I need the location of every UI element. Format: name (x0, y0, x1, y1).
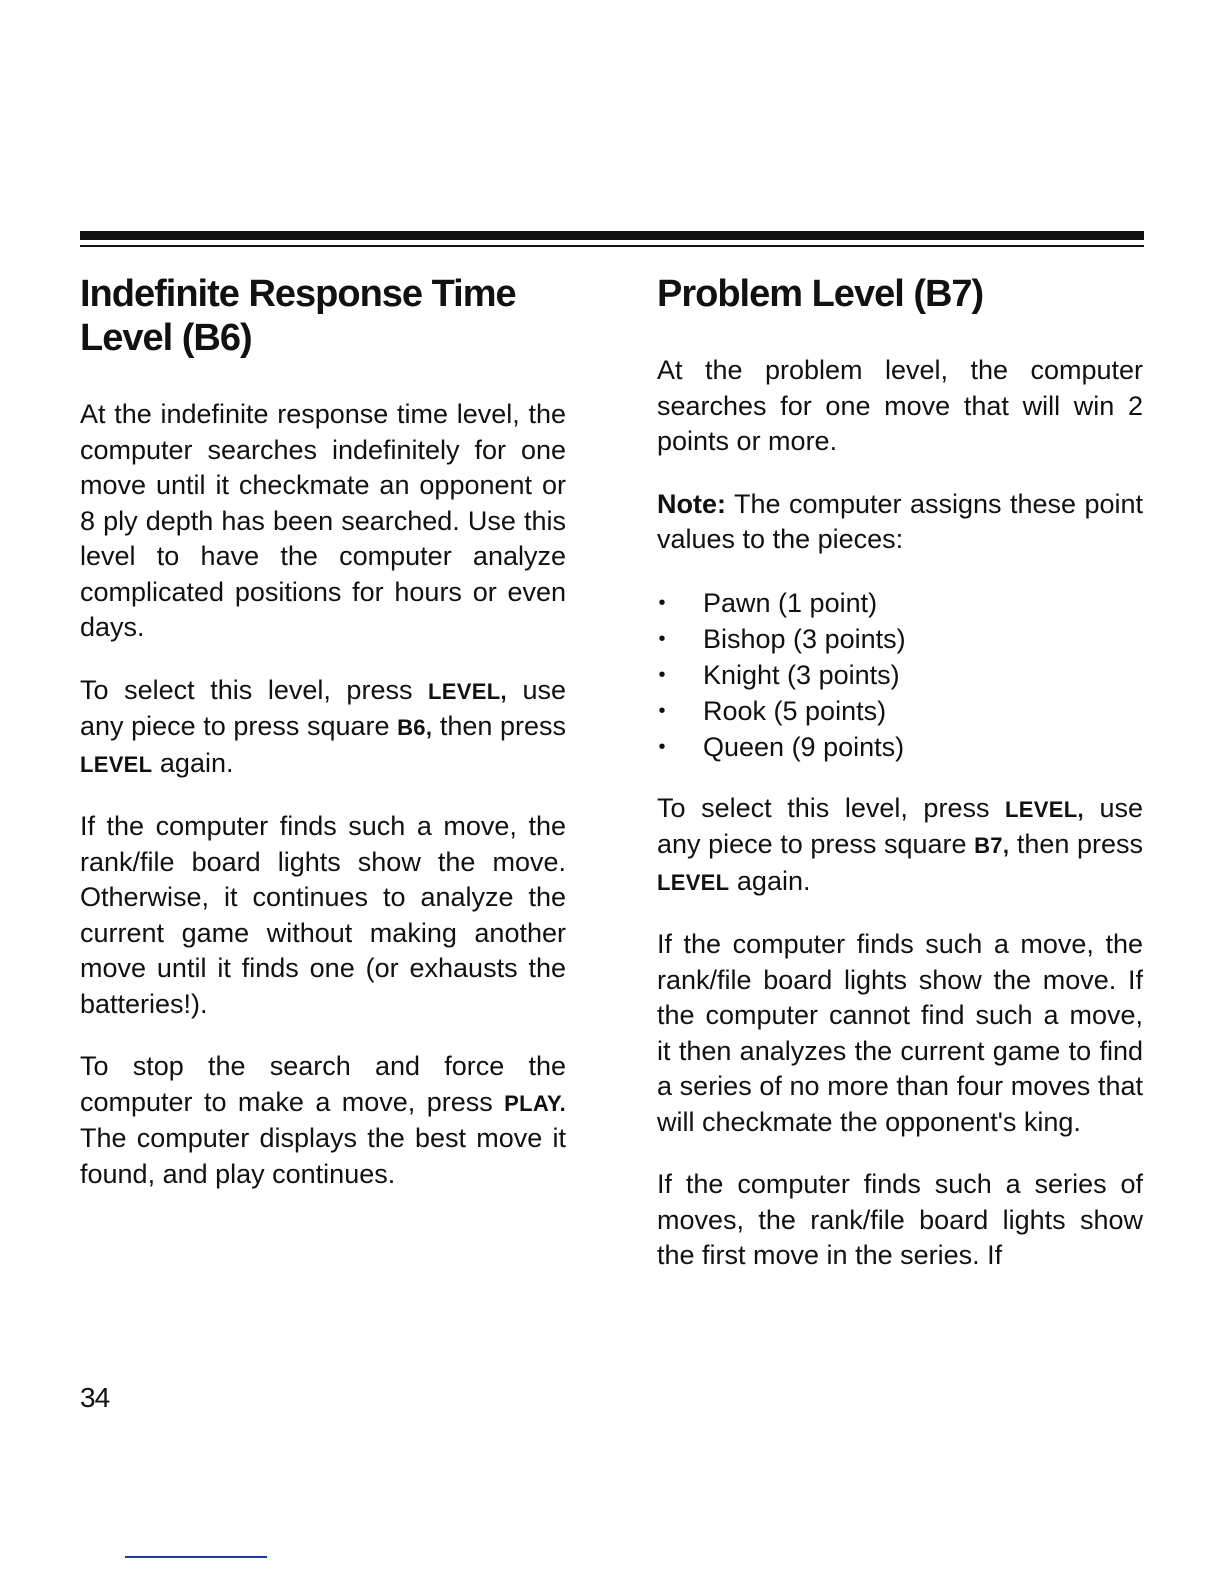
list-item (657, 693, 1143, 729)
list-item (657, 621, 1143, 657)
paragraph-problem-select (657, 791, 1143, 901)
bullet-icon: • (658, 735, 666, 758)
note-text: The computer assigns these point values to the pieces: (657, 488, 1143, 554)
bullet-icon: • (658, 699, 666, 722)
paragraph-problem-result: If the computer finds such a move, the rank/file board lights show the move. If the computer cannot find such a move, it then analyzes the current game to find a series of no more than four moves that will checkmate the opponent's king. (657, 929, 1143, 1137)
key-label-level: LEVEL (657, 869, 730, 895)
list-item-text: Knight (3 points) (703, 659, 900, 690)
text-fragment: To select this level, press (80, 674, 429, 705)
list-item (657, 729, 1143, 765)
bullet-icon: • (658, 663, 666, 686)
text-fragment: To select this level, press (657, 792, 1006, 823)
list-item-text: Queen (9 points) (703, 731, 905, 762)
note-label: Note: (657, 488, 726, 519)
section-heading-problem-level: Problem Level (B7) (657, 273, 984, 315)
page-number: 34 (80, 1382, 110, 1413)
key-label-level: LEVEL, (428, 678, 507, 704)
list-item-text: Pawn (1 point) (703, 587, 878, 618)
key-label-level: LEVEL, (1005, 796, 1084, 822)
paragraph-indefinite-select (80, 673, 566, 783)
text-fragment: use any piece to press square (80, 674, 566, 741)
list-item (657, 585, 1143, 621)
bullet-icon: • (658, 627, 666, 650)
paragraph-problem-note (657, 487, 1143, 558)
paragraph-indefinite-stop (80, 1049, 566, 1192)
header-rule-thick (80, 231, 1144, 240)
text-fragment: again. (152, 747, 234, 778)
bullet-icon: • (658, 591, 666, 614)
text-fragment: then press (1009, 829, 1143, 859)
paragraph-problem-series: If the computer finds such a series of moves, the rank/file board lights show the first move in the series. If (657, 1169, 1143, 1270)
footer-line (125, 1556, 267, 1558)
paragraph-problem-intro: At the problem level, the computer searches for one move that will win 2 points or more. (657, 355, 1143, 456)
point-values-list (657, 585, 1143, 765)
header-rule-thin (80, 245, 1144, 247)
text-fragment: use any piece to press square (657, 792, 1143, 859)
square-label-b6: B6, (397, 715, 433, 740)
text-fragment: To stop the search and force the computer to make a move, press (80, 1051, 566, 1117)
paragraph-indefinite-intro: At the indefinite response time level, the computer searches indefinitely for one move until it checkmate an opponent or 8 ply depth has been searched. Use this level to have the computer analyze complicated positions for hours or even days. (80, 399, 566, 642)
list-item-text: Rook (5 points) (703, 695, 887, 726)
key-label-level: LEVEL (80, 751, 153, 777)
text-fragment: then press (432, 711, 566, 741)
text-fragment: The computer displays the best move it found, and play continues. (80, 1123, 566, 1189)
left-column (80, 272, 566, 1219)
text-fragment: again. (729, 865, 811, 896)
paragraph-indefinite-result: If the computer finds such a move, the rank/file board lights show the move. Otherwise, it continues to analyze the current game without making another move until it finds one (or exhausts the batteries!). (80, 811, 566, 1019)
section-heading-indefinite-level: Indefinite Response Time Level (B6) (80, 273, 516, 359)
square-label-b7: B7, (974, 833, 1010, 858)
list-item-text: Bishop (3 points) (703, 623, 906, 654)
list-item (657, 657, 1143, 693)
right-column (657, 272, 1143, 1301)
key-label-play: PLAY. (504, 1090, 566, 1116)
